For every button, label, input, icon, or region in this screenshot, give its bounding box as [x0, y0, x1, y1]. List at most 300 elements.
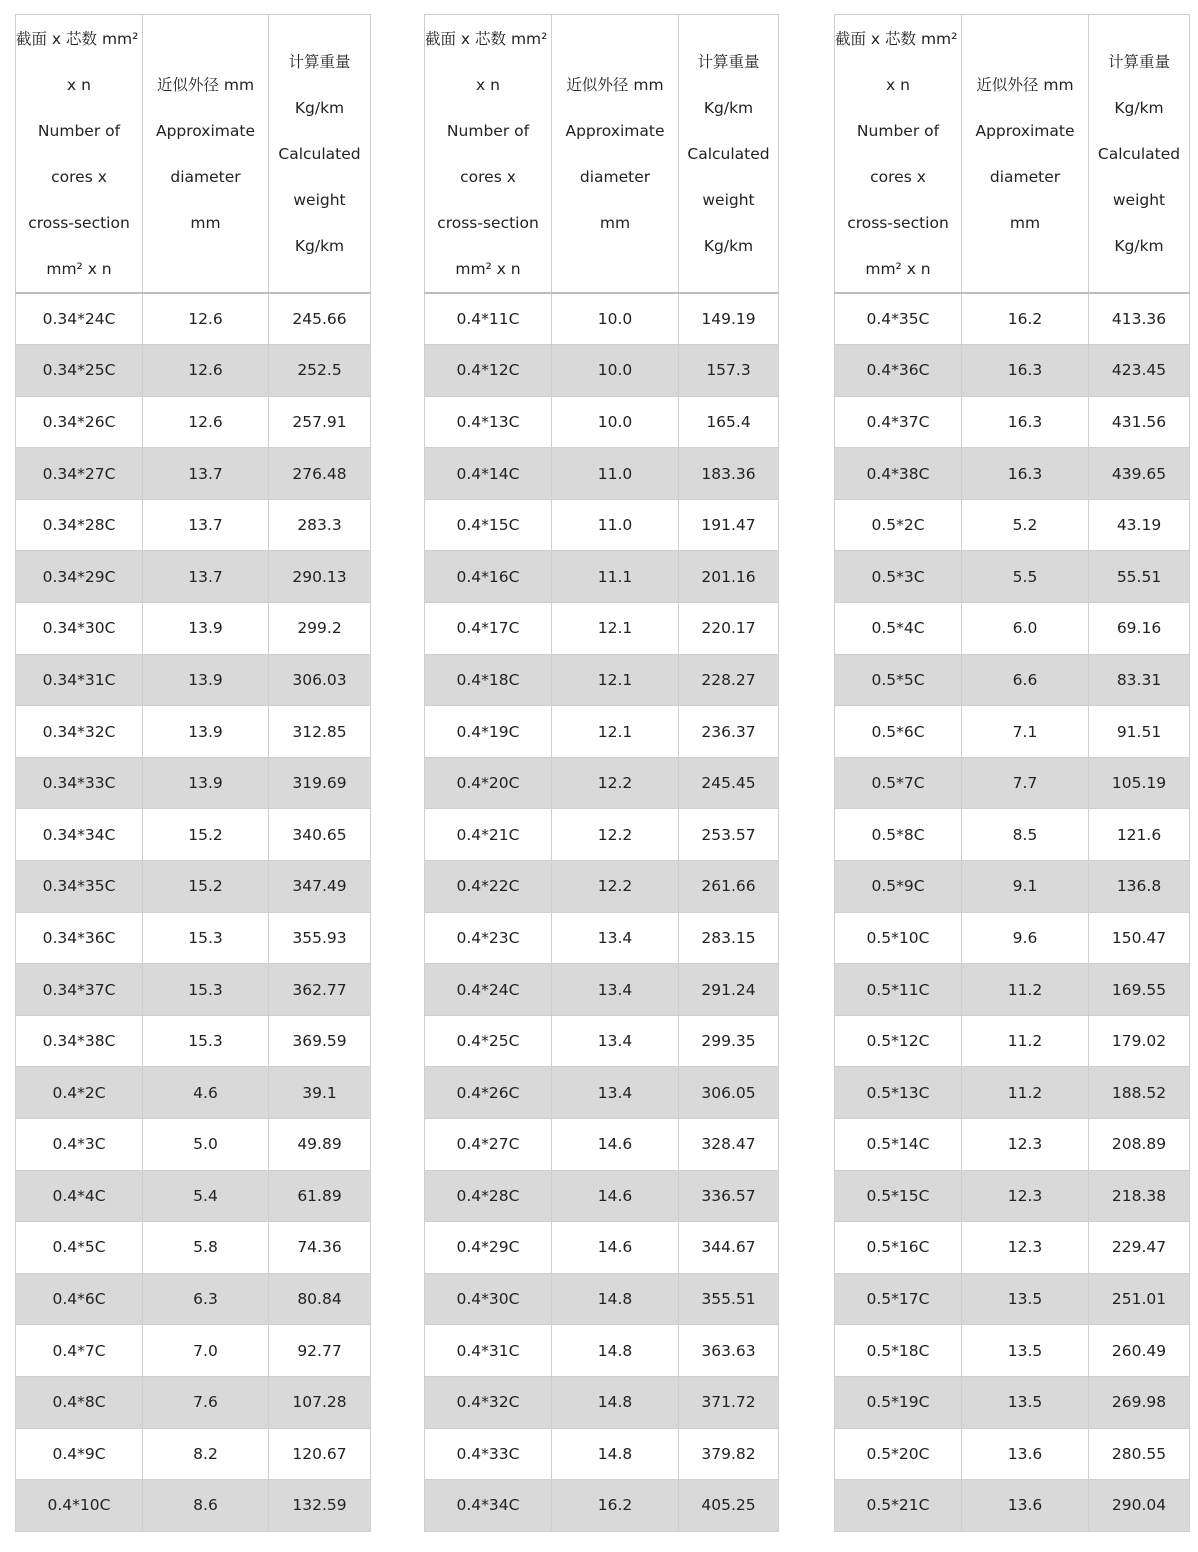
table-row: [16, 809, 371, 861]
cell-diameter: 13.9: [143, 654, 269, 706]
header-line: diameter: [989, 167, 1061, 186]
cell-weight: 251.01: [1089, 1273, 1190, 1325]
header-cn-line: 截面 x 芯数 mm²: [835, 29, 958, 48]
table-row: [425, 1222, 779, 1274]
table-row: [16, 1325, 371, 1377]
cell-cross-section: 0.4*18C: [425, 654, 552, 706]
cell-weight: 439.65: [1089, 448, 1190, 500]
header-line: cores x: [870, 167, 926, 186]
table-row: [16, 551, 371, 603]
cell-diameter: 12.1: [552, 706, 679, 758]
table-row: [425, 1480, 779, 1532]
cell-diameter: 13.7: [143, 499, 269, 551]
cell-cross-section: 0.34*27C: [16, 448, 143, 500]
cell-cross-section: 0.4*13C: [425, 396, 552, 448]
cell-cross-section: 0.34*30C: [16, 603, 143, 655]
cell-diameter: 13.5: [962, 1273, 1089, 1325]
table-row: [835, 964, 1190, 1016]
cell-diameter: 8.2: [143, 1428, 269, 1480]
header-line: Approximate: [565, 121, 665, 140]
table-row: [16, 706, 371, 758]
cell-diameter: 9.6: [962, 912, 1089, 964]
header-line: x n: [886, 75, 910, 94]
cell-cross-section: 0.4*9C: [16, 1428, 143, 1480]
cell-cross-section: 0.34*38C: [16, 1015, 143, 1067]
cell-diameter: 12.2: [552, 757, 679, 809]
table-row: [16, 654, 371, 706]
cell-cross-section: 0.34*31C: [16, 654, 143, 706]
cell-weight: 379.82: [679, 1428, 779, 1480]
cell-weight: 105.19: [1089, 757, 1190, 809]
header-weight: [1089, 15, 1190, 294]
cell-weight: 362.77: [269, 964, 371, 1016]
table-row: [835, 293, 1190, 345]
cell-weight: 291.24: [679, 964, 779, 1016]
cell-cross-section: 0.34*34C: [16, 809, 143, 861]
cell-diameter: 12.3: [962, 1170, 1089, 1222]
table-row: [835, 499, 1190, 551]
cell-diameter: 11.2: [962, 1015, 1089, 1067]
cell-weight: 347.49: [269, 861, 371, 913]
header-line: mm² x n: [455, 259, 521, 278]
cell-weight: 107.28: [269, 1376, 371, 1428]
cell-weight: 413.36: [1089, 293, 1190, 345]
header-cross-section: [835, 15, 962, 294]
cell-diameter: 7.6: [143, 1376, 269, 1428]
header-line: mm² x n: [46, 259, 112, 278]
cell-diameter: 13.6: [962, 1480, 1089, 1532]
table-row: [835, 809, 1190, 861]
table-row: [425, 448, 779, 500]
cell-diameter: 10.0: [552, 345, 679, 397]
table-row: [16, 1376, 371, 1428]
table-row: [16, 1015, 371, 1067]
cell-weight: 336.57: [679, 1170, 779, 1222]
cell-cross-section: 0.34*32C: [16, 706, 143, 758]
table-row: [16, 964, 371, 1016]
cell-cross-section: 0.4*35C: [835, 293, 962, 345]
header-line: 近似外径 mm: [976, 75, 1074, 94]
cell-cross-section: 0.4*6C: [16, 1273, 143, 1325]
cell-diameter: 11.0: [552, 499, 679, 551]
cell-weight: 312.85: [269, 706, 371, 758]
cell-cross-section: 0.5*4C: [835, 603, 962, 655]
cell-diameter: 11.1: [552, 551, 679, 603]
cell-diameter: 16.2: [552, 1480, 679, 1532]
cell-weight: 74.36: [269, 1222, 371, 1274]
cell-weight: 355.51: [679, 1273, 779, 1325]
cell-weight: 283.3: [269, 499, 371, 551]
cell-diameter: 5.5: [962, 551, 1089, 603]
table-row: [425, 964, 779, 1016]
cell-cross-section: 0.34*26C: [16, 396, 143, 448]
cell-cross-section: 0.4*25C: [425, 1015, 552, 1067]
cell-cross-section: 0.5*2C: [835, 499, 962, 551]
table-row: [835, 1273, 1190, 1325]
table-row: [835, 1325, 1190, 1377]
cell-weight: 228.27: [679, 654, 779, 706]
cell-diameter: 15.3: [143, 1015, 269, 1067]
header-row: [16, 15, 371, 294]
cell-cross-section: 0.5*20C: [835, 1428, 962, 1480]
cell-diameter: 15.3: [143, 912, 269, 964]
header-cross-section: [16, 15, 143, 294]
cell-cross-section: 0.5*9C: [835, 861, 962, 913]
cell-weight: 69.16: [1089, 603, 1190, 655]
table-row: [425, 1015, 779, 1067]
cell-diameter: 6.3: [143, 1273, 269, 1325]
cell-diameter: 13.9: [143, 757, 269, 809]
cell-diameter: 13.5: [962, 1376, 1089, 1428]
cell-weight: 229.47: [1089, 1222, 1190, 1274]
cell-diameter: 11.0: [552, 448, 679, 500]
spec-table-2: [424, 14, 779, 1532]
cell-cross-section: 0.5*19C: [835, 1376, 962, 1428]
header-line: weight: [1112, 190, 1166, 209]
cell-weight: 283.15: [679, 912, 779, 964]
cell-cross-section: 0.4*14C: [425, 448, 552, 500]
cell-diameter: 4.6: [143, 1067, 269, 1119]
cell-weight: 43.19: [1089, 499, 1190, 551]
cell-weight: 423.45: [1089, 345, 1190, 397]
header-line: Kg/km: [294, 236, 345, 255]
cell-diameter: 13.4: [552, 1015, 679, 1067]
header-line: 近似外径 mm: [566, 75, 664, 94]
cell-diameter: 14.8: [552, 1376, 679, 1428]
cell-cross-section: 0.34*33C: [16, 757, 143, 809]
cell-weight: 208.89: [1089, 1119, 1190, 1171]
cell-weight: 299.35: [679, 1015, 779, 1067]
cell-weight: 201.16: [679, 551, 779, 603]
cell-cross-section: 0.5*10C: [835, 912, 962, 964]
cell-cross-section: 0.5*8C: [835, 809, 962, 861]
cell-weight: 405.25: [679, 1480, 779, 1532]
cell-cross-section: 0.4*11C: [425, 293, 552, 345]
header-line: Number of: [37, 121, 121, 140]
header-diameter: [962, 15, 1089, 294]
table-row: [835, 603, 1190, 655]
cell-cross-section: 0.4*26C: [425, 1067, 552, 1119]
cell-diameter: 14.6: [552, 1119, 679, 1171]
cell-cross-section: 0.4*31C: [425, 1325, 552, 1377]
table-row: [16, 1273, 371, 1325]
cell-diameter: 6.6: [962, 654, 1089, 706]
cell-weight: 290.04: [1089, 1480, 1190, 1532]
header-line: Approximate: [975, 121, 1075, 140]
header-line: diameter: [579, 167, 651, 186]
table-row: [425, 1428, 779, 1480]
cell-cross-section: 0.4*37C: [835, 396, 962, 448]
table-row: [16, 912, 371, 964]
table-row: [425, 654, 779, 706]
header-line: Approximate: [155, 121, 255, 140]
table-row: [835, 396, 1190, 448]
header-line: cores x: [460, 167, 516, 186]
cell-cross-section: 0.4*38C: [835, 448, 962, 500]
cell-cross-section: 0.4*22C: [425, 861, 552, 913]
cell-cross-section: 0.4*8C: [16, 1376, 143, 1428]
table-row: [835, 706, 1190, 758]
cell-cross-section: 0.4*23C: [425, 912, 552, 964]
table-row: [835, 1222, 1190, 1274]
cell-diameter: 7.0: [143, 1325, 269, 1377]
cell-cross-section: 0.4*28C: [425, 1170, 552, 1222]
cell-weight: 431.56: [1089, 396, 1190, 448]
cell-diameter: 16.3: [962, 396, 1089, 448]
cell-diameter: 5.8: [143, 1222, 269, 1274]
table-row: [16, 1119, 371, 1171]
table-row: [835, 1119, 1190, 1171]
table-row: [425, 861, 779, 913]
cell-weight: 257.91: [269, 396, 371, 448]
header-cross-section: [425, 15, 552, 294]
cell-cross-section: 0.5*5C: [835, 654, 962, 706]
table-row: [425, 396, 779, 448]
table-body: [425, 293, 779, 1531]
cell-weight: 306.03: [269, 654, 371, 706]
header-line: cross-section: [28, 213, 130, 232]
table-row: [425, 499, 779, 551]
cell-diameter: 12.2: [552, 809, 679, 861]
cell-diameter: 11.2: [962, 964, 1089, 1016]
cell-weight: 39.1: [269, 1067, 371, 1119]
cell-cross-section: 0.4*29C: [425, 1222, 552, 1274]
cell-cross-section: 0.5*18C: [835, 1325, 962, 1377]
header-line: weight: [702, 190, 755, 209]
cell-cross-section: 0.4*16C: [425, 551, 552, 603]
cell-weight: 150.47: [1089, 912, 1190, 964]
table-row: [425, 809, 779, 861]
header-weight: [269, 15, 371, 294]
table-row: [835, 1067, 1190, 1119]
header-line: Calculated: [687, 144, 770, 163]
cell-weight: 253.57: [679, 809, 779, 861]
cell-cross-section: 0.4*15C: [425, 499, 552, 551]
cell-diameter: 7.1: [962, 706, 1089, 758]
cell-weight: 149.19: [679, 293, 779, 345]
cell-diameter: 13.7: [143, 448, 269, 500]
cell-weight: 252.5: [269, 345, 371, 397]
cell-weight: 328.47: [679, 1119, 779, 1171]
cell-cross-section: 0.4*19C: [425, 706, 552, 758]
header-line: Kg/km: [294, 98, 345, 117]
table-row: [835, 1480, 1190, 1532]
table-row: [835, 861, 1190, 913]
cell-weight: 245.66: [269, 293, 371, 345]
cell-weight: 340.65: [269, 809, 371, 861]
cell-cross-section: 0.4*36C: [835, 345, 962, 397]
cell-weight: 260.49: [1089, 1325, 1190, 1377]
cell-diameter: 5.4: [143, 1170, 269, 1222]
table-row: [16, 1428, 371, 1480]
table-row: [16, 499, 371, 551]
table-row: [425, 603, 779, 655]
table-row: [16, 1067, 371, 1119]
header-line: 计算重量: [1107, 52, 1170, 71]
header-line: weight: [293, 190, 346, 209]
cell-weight: 299.2: [269, 603, 371, 655]
table-row: [16, 603, 371, 655]
cell-weight: 269.98: [1089, 1376, 1190, 1428]
spec-table-3: [834, 14, 1190, 1532]
cell-cross-section: 0.4*21C: [425, 809, 552, 861]
cell-weight: 371.72: [679, 1376, 779, 1428]
cell-diameter: 5.0: [143, 1119, 269, 1171]
cell-cross-section: 0.4*12C: [425, 345, 552, 397]
header-cn-line: 截面 x 芯数 mm²: [16, 29, 139, 48]
cell-cross-section: 0.4*7C: [16, 1325, 143, 1377]
table-row: [16, 1170, 371, 1222]
cell-cross-section: 0.5*13C: [835, 1067, 962, 1119]
cell-cross-section: 0.4*10C: [16, 1480, 143, 1532]
cell-cross-section: 0.5*11C: [835, 964, 962, 1016]
table-row: [425, 345, 779, 397]
header-line: x n: [67, 75, 91, 94]
table-row: [425, 757, 779, 809]
cell-diameter: 13.5: [962, 1325, 1089, 1377]
cell-cross-section: 0.34*28C: [16, 499, 143, 551]
header-diameter: [143, 15, 269, 294]
cell-weight: 179.02: [1089, 1015, 1190, 1067]
table-row: [425, 1325, 779, 1377]
table-row: [16, 448, 371, 500]
cell-diameter: 12.6: [143, 345, 269, 397]
cell-cross-section: 0.4*5C: [16, 1222, 143, 1274]
cell-cross-section: 0.34*24C: [16, 293, 143, 345]
cell-weight: 92.77: [269, 1325, 371, 1377]
header-line: Number of: [856, 121, 940, 140]
header-line: Kg/km: [703, 98, 754, 117]
cell-weight: 188.52: [1089, 1067, 1190, 1119]
cell-cross-section: 0.4*3C: [16, 1119, 143, 1171]
cell-diameter: 12.1: [552, 603, 679, 655]
cell-diameter: 14.6: [552, 1222, 679, 1274]
cell-diameter: 11.2: [962, 1067, 1089, 1119]
table-row: [16, 1480, 371, 1532]
cell-weight: 191.47: [679, 499, 779, 551]
cell-weight: 165.4: [679, 396, 779, 448]
table-row: [835, 1170, 1190, 1222]
cell-cross-section: 0.5*12C: [835, 1015, 962, 1067]
table-row: [16, 1222, 371, 1274]
cell-diameter: 15.2: [143, 809, 269, 861]
cell-cross-section: 0.34*37C: [16, 964, 143, 1016]
cell-diameter: 10.0: [552, 293, 679, 345]
cell-weight: 319.69: [269, 757, 371, 809]
header-line: mm² x n: [865, 259, 931, 278]
table-row: [835, 1015, 1190, 1067]
cell-diameter: 9.1: [962, 861, 1089, 913]
cell-cross-section: 0.4*2C: [16, 1067, 143, 1119]
cell-cross-section: 0.34*36C: [16, 912, 143, 964]
header-line: Number of: [446, 121, 530, 140]
cell-diameter: 12.3: [962, 1222, 1089, 1274]
cell-diameter: 7.7: [962, 757, 1089, 809]
header-line: mm: [599, 213, 631, 232]
header-row: [835, 15, 1190, 294]
header-line: cores x: [51, 167, 107, 186]
header-line: cross-section: [437, 213, 539, 232]
cell-diameter: 14.8: [552, 1273, 679, 1325]
header-line: Kg/km: [1114, 236, 1164, 255]
cell-cross-section: 0.5*15C: [835, 1170, 962, 1222]
cell-cross-section: 0.5*16C: [835, 1222, 962, 1274]
cell-diameter: 14.6: [552, 1170, 679, 1222]
cell-diameter: 12.6: [143, 293, 269, 345]
cell-cross-section: 0.4*27C: [425, 1119, 552, 1171]
cell-diameter: 8.5: [962, 809, 1089, 861]
spec-table-1: [15, 14, 371, 1532]
table-row: [425, 293, 779, 345]
table-row: [16, 757, 371, 809]
cell-weight: 136.8: [1089, 861, 1190, 913]
cell-cross-section: 0.5*21C: [835, 1480, 962, 1532]
cell-weight: 49.89: [269, 1119, 371, 1171]
header-row: [425, 15, 779, 294]
cell-weight: 183.36: [679, 448, 779, 500]
table-row: [835, 1428, 1190, 1480]
cell-weight: 363.63: [679, 1325, 779, 1377]
cell-diameter: 13.4: [552, 964, 679, 1016]
cell-weight: 306.05: [679, 1067, 779, 1119]
table-row: [835, 912, 1190, 964]
cell-diameter: 15.2: [143, 861, 269, 913]
cell-cross-section: 0.4*20C: [425, 757, 552, 809]
cell-diameter: 13.4: [552, 1067, 679, 1119]
cell-cross-section: 0.5*14C: [835, 1119, 962, 1171]
table-row: [425, 1376, 779, 1428]
cell-cross-section: 0.34*29C: [16, 551, 143, 603]
table-row: [835, 1376, 1190, 1428]
cell-diameter: 14.8: [552, 1428, 679, 1480]
cell-weight: 157.3: [679, 345, 779, 397]
cell-diameter: 16.3: [962, 345, 1089, 397]
cell-weight: 276.48: [269, 448, 371, 500]
header-line: mm: [190, 213, 221, 232]
header-line: mm: [1009, 213, 1041, 232]
cell-weight: 83.31: [1089, 654, 1190, 706]
cell-cross-section: 0.34*35C: [16, 861, 143, 913]
cell-weight: 280.55: [1089, 1428, 1190, 1480]
header-weight: [679, 15, 779, 294]
header-line: Calculated: [278, 144, 361, 163]
table-row: [16, 293, 371, 345]
table-row: [425, 1273, 779, 1325]
cell-weight: 236.37: [679, 706, 779, 758]
cell-weight: 91.51: [1089, 706, 1190, 758]
header-line: Calculated: [1097, 144, 1181, 163]
table-row: [835, 448, 1190, 500]
cell-diameter: 15.3: [143, 964, 269, 1016]
cell-cross-section: 0.4*32C: [425, 1376, 552, 1428]
table-row: [425, 706, 779, 758]
cell-diameter: 13.4: [552, 912, 679, 964]
header-diameter: [552, 15, 679, 294]
cell-cross-section: 0.4*4C: [16, 1170, 143, 1222]
table-row: [16, 396, 371, 448]
cell-cross-section: 0.4*24C: [425, 964, 552, 1016]
table-row: [425, 551, 779, 603]
cell-weight: 61.89: [269, 1170, 371, 1222]
cell-diameter: 12.6: [143, 396, 269, 448]
cell-cross-section: 0.5*17C: [835, 1273, 962, 1325]
header-cn-line: 截面 x 芯数 mm²: [425, 29, 548, 48]
cell-weight: 261.66: [679, 861, 779, 913]
table-row: [425, 1119, 779, 1171]
cell-cross-section: 0.4*30C: [425, 1273, 552, 1325]
cell-diameter: 16.2: [962, 293, 1089, 345]
cell-cross-section: 0.5*7C: [835, 757, 962, 809]
